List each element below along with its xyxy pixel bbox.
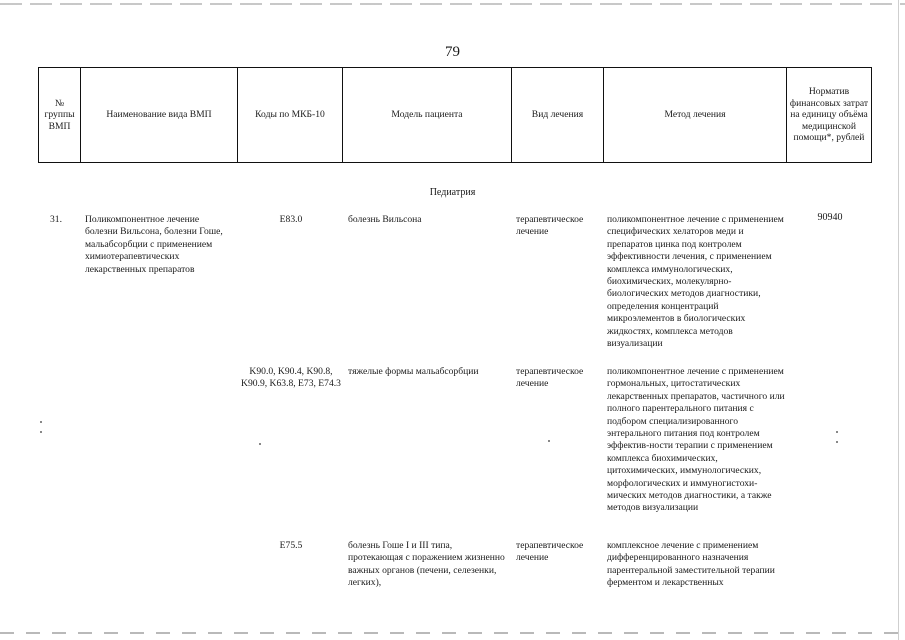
page-number: 79 bbox=[445, 44, 460, 60]
header-treatment-type: Вид лечения bbox=[531, 109, 584, 121]
treatment-type: терапевтическое лечение bbox=[516, 366, 584, 390]
header-treatment-method: Метод лечения bbox=[664, 109, 726, 121]
patient-model: болезнь Вильсона bbox=[348, 214, 422, 225]
header-icd-codes: Коды по МКБ-10 bbox=[255, 109, 325, 121]
header-cost-norm: Норматив финансовых затрат на единицу объёма медицинской помощи*, рублей bbox=[789, 86, 869, 144]
treatment-method: комплексное лечение с применением дифференцированного назначения парентеральной заместительной терапии ферментом и лекарственных bbox=[607, 540, 775, 589]
patient-model: тяжелые формы мальабсорбции bbox=[348, 366, 479, 377]
scan-edge-right bbox=[898, 0, 899, 640]
icd-codes: K90.0, K90.4, K90.8, K90.9, K63.8, E73, E74.3 bbox=[241, 366, 341, 390]
scan-edge-bottom bbox=[0, 632, 905, 634]
header-patient-model: Модель пациента bbox=[391, 109, 463, 121]
scan-speck bbox=[548, 440, 550, 442]
treatment-method: поликомпонентное лечение с применением гормональных, цитостатических лекарственных препаратов, частичного или полного парентерального питания с подбором специализированного энтерального питания под контролем эффектив-ности терапии с применением комплекса биохимических, цитохимических, иммунологических, морфологических и иммуногистохи-мических методов диагностики, а также методов визуализации bbox=[607, 366, 785, 514]
scan-speck bbox=[40, 421, 42, 423]
header-group-number: № группы ВМП bbox=[44, 97, 75, 132]
patient-model: болезнь Гоше I и III типа, протекающая с поражением жизненно важных органов (печени, селезенки, легких), bbox=[348, 540, 505, 589]
icd-codes: E83.0 bbox=[279, 214, 303, 225]
treatment-type: терапевтическое лечение bbox=[516, 214, 584, 238]
scan-speck bbox=[40, 431, 42, 433]
group-number: 31. bbox=[50, 214, 62, 225]
treatment-type: терапевтическое лечение bbox=[516, 540, 584, 564]
treatment-method: поликомпонентное лечение с применением специфических хелаторов меди и препаратов цинка под контролем эффективности лечения, с применением комплекса иммунологических, биохимических, молекулярно-биологических методов диагностики, определения концентраций микроэлементов в биологических жидкостях, комплекса методов визуализации bbox=[607, 214, 784, 350]
scan-speck bbox=[836, 441, 838, 443]
column-divider bbox=[871, 67, 872, 163]
header-vmp-name: Наименование вида ВМП bbox=[106, 109, 212, 121]
section-title: Педиатрия bbox=[429, 187, 476, 198]
group-name: Поликомпонентное лечение болезни Вильсона, болезни Гоше, мальабсорбции с применением химиотерапевтических лекарственных препаратов bbox=[85, 214, 223, 275]
scan-edge-top bbox=[0, 3, 905, 5]
scan-speck bbox=[836, 431, 838, 433]
group-cost: 90940 bbox=[817, 212, 843, 223]
header-bottom-border bbox=[38, 162, 872, 163]
icd-codes: E75.5 bbox=[279, 540, 303, 551]
scan-speck bbox=[259, 443, 261, 445]
